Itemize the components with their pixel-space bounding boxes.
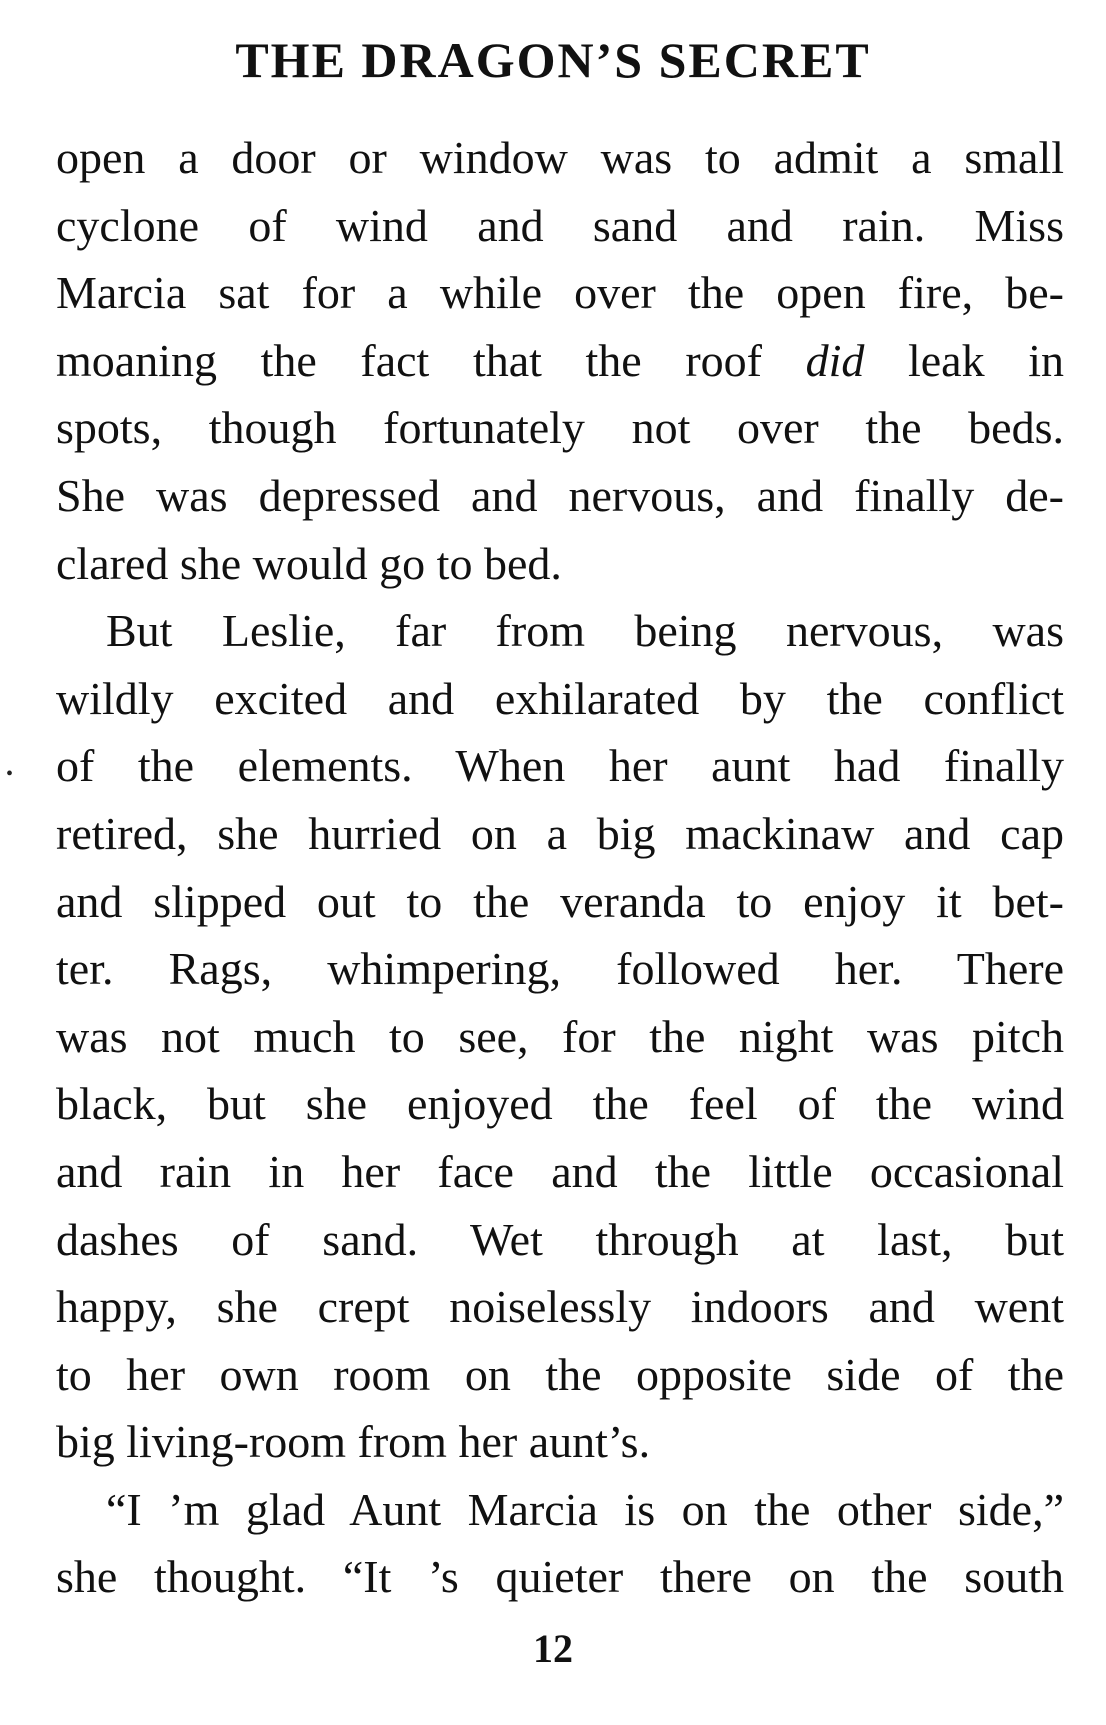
text-line: and slipped out to the veranda to enjoy it bet- [56, 875, 1064, 927]
text-line: happy, she crept noiselessly indoors and went [56, 1281, 1064, 1333]
text-line: of the elements. When her aunt had finally [56, 740, 1064, 792]
body-text [56, 124, 1064, 1611]
running-title: THE DRAGON’S SECRET [235, 32, 871, 88]
text-line: ter. Rags, whimpering, followed her. There [56, 943, 1064, 995]
text-fragment: leak in [864, 334, 1064, 386]
text-line: spots, though fortunately not over the beds. [56, 402, 1064, 454]
text-line: big living-room from her aunt’s. [56, 1416, 651, 1468]
text-line [56, 327, 1064, 395]
text-fragment: moaning the fact that the roof [56, 334, 806, 386]
text-line: she thought. “It ’s quieter there on the south [56, 1551, 1064, 1603]
emphasized-word: did [805, 334, 865, 386]
text-line: was not much to see, for the night was pitch [56, 1010, 1064, 1062]
text-line: black, but she enjoyed the feel of the wind [56, 1078, 1064, 1130]
margin-speck: • [6, 763, 14, 785]
page-number: 12 [533, 1626, 573, 1671]
text-line: to her own room on the opposite side of the [56, 1348, 1064, 1400]
text-line: She was depressed and nervous, and finally de- [56, 469, 1064, 521]
text-line: dashes of sand. Wet through at last, but [56, 1213, 1064, 1265]
text-line: open a door or window was to admit a small [56, 132, 1064, 183]
text-line: “I ’m glad Aunt Marcia is on the other side,” [106, 1483, 1064, 1535]
text-line: wildly excited and exhilarated by the conflict [56, 672, 1064, 724]
text-line: clared she would go to bed. [56, 537, 562, 589]
text-line: But Leslie, far from being nervous, was [106, 605, 1064, 657]
text-line: retired, she hurried on a big mackinaw and cap [56, 807, 1064, 859]
text-line: cyclone of wind and sand and rain. Miss [56, 199, 1064, 251]
text-line: and rain in her face and the little occasional [56, 1145, 1064, 1197]
text-line: Marcia sat for a while over the open fire, be- [56, 267, 1064, 319]
